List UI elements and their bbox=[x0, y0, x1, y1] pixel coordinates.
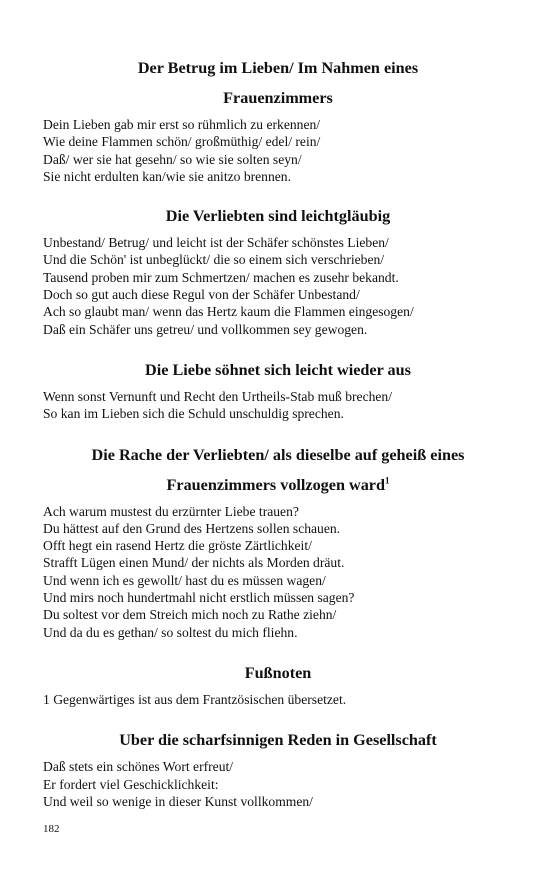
title-line: Uber die scharfsinnigen Reden in Gesellschaft bbox=[119, 731, 437, 750]
verse-line: Er fordert viel Geschicklichkeit: bbox=[43, 776, 219, 792]
verse-line: Sie nicht erdulten kan/wie sie anitzo brennen. bbox=[43, 168, 292, 184]
verse-line: Tausend proben mir zum Schmertzen/ machen es zusehr bekandt. bbox=[43, 269, 399, 285]
verse-line: Und weil so wenige in dieser Kunst vollkommen/ bbox=[43, 793, 313, 809]
verse-line: Und mirs noch hundertmahl nicht erstlich müssen sagen? bbox=[43, 590, 355, 606]
page-content bbox=[43, 58, 513, 810]
footnotes-body bbox=[43, 691, 513, 708]
verse-line: Du hättest auf den Grund des Hertzens sollen schauen. bbox=[43, 520, 341, 536]
footnote-mark[interactable]: 1 bbox=[384, 475, 390, 486]
verse-line: Dein Lieben gab mir erst so rühmlich zu erkennen/ bbox=[43, 117, 321, 132]
title-line: Die Rache der Verliebten/ als dieselbe auf geheiß eines bbox=[91, 445, 465, 464]
verse-line: Wenn sonst Vernunft und Recht den Urtheils-Stab muß brechen/ bbox=[43, 388, 393, 404]
poem-body bbox=[43, 503, 513, 641]
title-line: Die Liebe söhnet sich leicht wieder aus bbox=[145, 360, 411, 379]
verse-line: Offt hegt ein rasend Hertz die gröste Zärtlichkeit/ bbox=[43, 538, 312, 554]
section-title bbox=[43, 445, 513, 495]
verse-line: Und da du es gethan/ so soltest du mich fliehn. bbox=[43, 624, 298, 640]
footnotes-heading bbox=[43, 663, 513, 683]
title-line: Frauenzimmers vollzogen ward bbox=[166, 475, 385, 494]
footnote-text: 1 Gegenwärtiges ist aus dem Frantzösischen übersetzet. bbox=[43, 691, 347, 707]
section-title bbox=[43, 360, 513, 380]
title-line: Der Betrug im Lieben/ Im Nahmen eines bbox=[137, 59, 419, 77]
verse-line: Unbestand/ Betrug/ und leicht ist der Schäfer schönstes Lieben/ bbox=[43, 235, 389, 251]
verse-line: Doch so gut auch diese Regul von der Schäfer Unbestand/ bbox=[43, 287, 360, 303]
verse-line: Daß stets ein schönes Wort erfreut/ bbox=[43, 759, 234, 775]
poem-body bbox=[43, 116, 513, 185]
title-line: Die Verliebten sind leichtgläubig bbox=[165, 207, 391, 226]
verse-line: Daß/ wer sie hat gesehn/ so wie sie solten seyn/ bbox=[43, 151, 302, 167]
section-title bbox=[43, 58, 513, 108]
poem-body bbox=[43, 758, 513, 810]
verse-line: Ach warum mustest du erzürnter Liebe trauen? bbox=[43, 503, 299, 519]
poem-body bbox=[43, 234, 513, 338]
verse-line: So kan im Lieben sich die Schuld unschuldig sprechen. bbox=[43, 406, 344, 422]
verse-line: Und die Schön' ist unbeglückt/ die so einem sich verschrieben/ bbox=[43, 252, 385, 268]
verse-line: Daß ein Schäfer uns getreu/ und vollkommen sey gewogen. bbox=[43, 321, 368, 337]
verse-line: Du soltest vor dem Streich mich noch zu Rathe ziehn/ bbox=[43, 607, 337, 623]
verse-line: Strafft Lügen einen Mund/ der nichts als Morden dräut. bbox=[43, 555, 345, 571]
verse-line: Wie deine Flammen schön/ großmüthig/ edel/ rein/ bbox=[43, 134, 321, 150]
section-title bbox=[43, 730, 513, 750]
title-line: Fußnoten bbox=[244, 663, 312, 682]
title-line-with-footnote bbox=[43, 475, 513, 495]
verse-line: Und wenn ich es gewollt/ hast du es müssen wagen/ bbox=[43, 572, 326, 588]
poem-body bbox=[43, 388, 513, 423]
verse-line: Ach so glaubt man/ wenn das Hertz kaum die Flammen eingesogen/ bbox=[43, 304, 414, 320]
title-line: Frauenzimmers bbox=[223, 89, 333, 107]
section-title bbox=[43, 206, 513, 226]
page-number: 182 bbox=[43, 823, 60, 835]
